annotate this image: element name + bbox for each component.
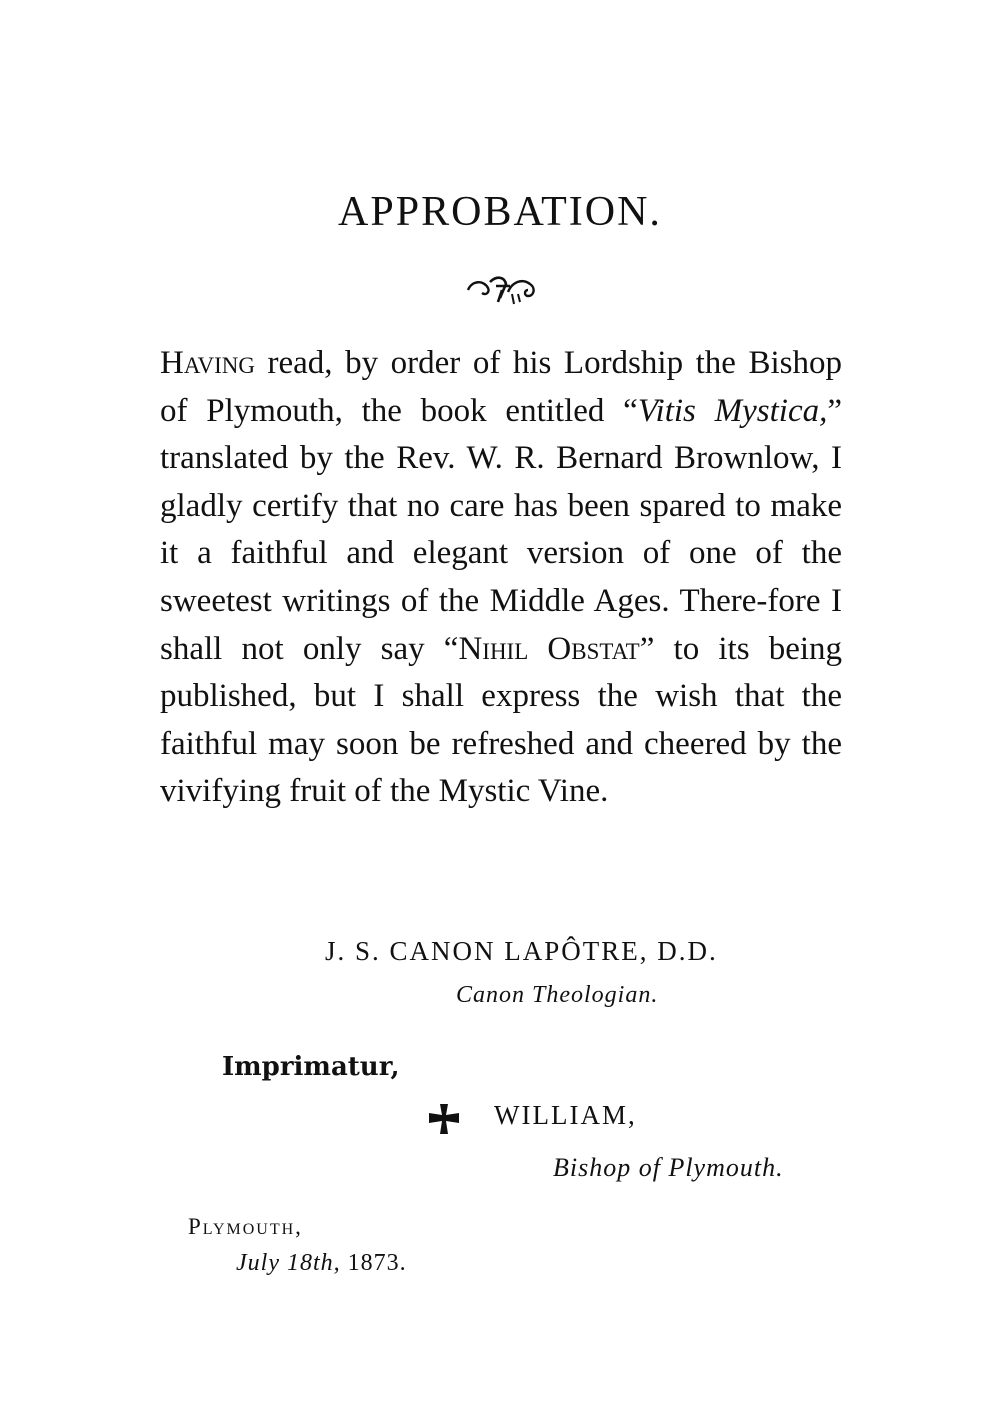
date-month-day: July 18th, [236,1250,341,1276]
imprimatur-label: Imprimatur, [222,1052,400,1082]
censor-name: J. S. CANON LAPÔTRE, D.D. [325,936,718,966]
censor-role: Canon Theologian. [456,982,659,1008]
body-text-part3: ” to its being published, but I shall express the wish that the faithful may soon be refreshed and cheered by the vivifying fruit of the Mystic Vine. [160,630,843,810]
body-text-part2: ” translated by the Rev. W. R. Bernard Brownlow, I gladly certify that no care has been spared to make it a faithful and elegant version of one of the sweetest writings of the Middle Ages. There-fore I shall not only say “ [160,392,842,667]
bishop-name: WILLIAM, [494,1100,637,1130]
lead-word: Having [160,345,255,381]
fleuron-ornament-icon [462,272,542,306]
cross-icon [427,1102,461,1136]
place: Plymouth, [188,1214,303,1239]
date [236,1250,407,1277]
page-title: APPROBATION. [338,189,662,235]
bishop-title: Bishop of Plymouth. [553,1153,784,1182]
body-text-part1: read, by order of his Lordship the Bishop of Plymouth, the book entitled “ [160,345,842,429]
nihil-obstat: Nihil Obstat [458,630,640,667]
approbation-paragraph [160,340,842,816]
book-title: Vitis Mystica, [637,392,828,429]
date-year: 1873. [347,1250,407,1276]
